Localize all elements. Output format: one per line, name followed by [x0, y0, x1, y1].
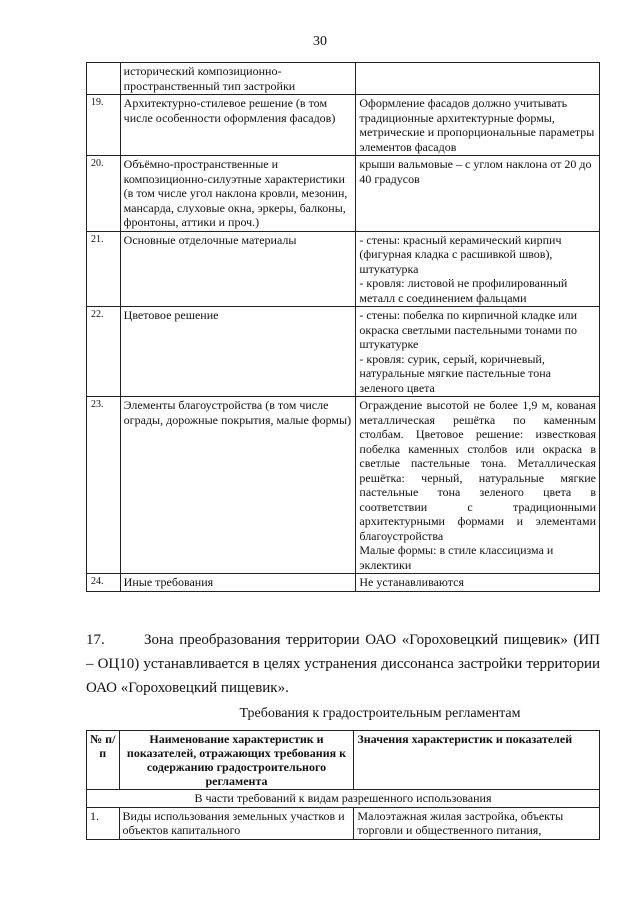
- row-name: Виды использования земельных участков и объектов капитального: [119, 807, 354, 839]
- row-value: [356, 156, 600, 232]
- header-number: № п/п: [87, 731, 120, 790]
- row-number: 23.: [87, 397, 121, 574]
- row-value-line: - кровля: сурик, серый, коричневый, натуральные мягкие пастельные тона зеленого цвета: [359, 351, 551, 395]
- regulations-table-continued: [86, 62, 600, 592]
- table-row: [87, 807, 600, 839]
- row-value: [356, 307, 600, 397]
- row-value-line: Малые формы: в стиле классицизма и эклектики: [359, 543, 554, 572]
- row-name: Архитектурно-стилевое решение (в том числе особенности оформления фасадов): [120, 95, 356, 156]
- table-header-row: [87, 731, 600, 790]
- row-value-line: Не устанавливаются: [359, 575, 464, 589]
- row-value: [356, 574, 600, 592]
- row-number: 21.: [87, 231, 121, 307]
- row-name: Основные отделочные материалы: [120, 231, 356, 307]
- header-characteristic-name: Наименование характеристик и показателей, отражающих требования к содержанию градостроительного регламента: [119, 731, 354, 790]
- row-value: [356, 231, 600, 307]
- row-number: 24.: [87, 574, 121, 592]
- table-row: [87, 231, 600, 307]
- table-row: [87, 397, 600, 574]
- table-row: [87, 574, 600, 592]
- page-number: 30: [313, 34, 327, 49]
- row-name: Цветовое решение: [120, 307, 356, 397]
- row-number: 19.: [87, 95, 121, 156]
- row-value-line: - стены: красный керамический кирпич (фигурная кладка с расшивкой швов), штукатурка: [359, 232, 562, 276]
- row-value-line: крыши вальмовые – с углом наклона от 20 до 40 градусов: [359, 157, 592, 186]
- row-name: исторический композиционно-пространственный тип застройки: [120, 63, 356, 95]
- requirements-heading: Требования к градостроительным регламентам: [239, 706, 521, 721]
- table-row: [87, 63, 600, 95]
- row-value: [356, 397, 600, 574]
- row-number: 1.: [87, 807, 120, 839]
- row-value: [356, 63, 600, 95]
- row-number: 20.: [87, 156, 121, 232]
- row-value-line: Оформление фасадов должно учитывать традиционные архитектурные формы, метрические и пропорциональные параметры элементов фасадов: [359, 96, 595, 154]
- zone-paragraph: [86, 628, 600, 700]
- table-row: [87, 156, 600, 232]
- requirements-table: [86, 730, 600, 840]
- table-row: [87, 307, 600, 397]
- section-row: [87, 790, 600, 808]
- table-row: [87, 95, 600, 156]
- paragraph-text: Зона преобразования территории ОАО «Гороховецкий пищевик» (ИП – ОЦ10) устанавливается в целях устранения диссонанса застройки территории ОАО «Гороховецкий пищевик».: [86, 632, 600, 696]
- paragraph-number: 17.: [86, 632, 105, 648]
- row-name: Иные требования: [120, 574, 356, 592]
- row-value: Малоэтажная жилая застройка, объекты торговли и общественного питания,: [354, 807, 600, 839]
- row-number: [87, 63, 121, 95]
- row-value: [356, 95, 600, 156]
- row-name: Объёмно-пространственные и композиционно-силуэтные характеристики (в том числе угол наклона кровли, мезонин, мансарда, слуховые окна, эркеры, балконы, фронтоны, аттики и проч.): [120, 156, 356, 232]
- row-value-line: - кровля: листовой не профилированный металл с соединением фальцами: [359, 276, 568, 305]
- header-characteristic-value: Значения характеристик и показателей: [354, 731, 600, 790]
- section-title: В части требований к видам разрешенного использования: [87, 790, 600, 808]
- row-name: Элементы благоустройства (в том числе ограды, дорожные покрытия, малые формы): [120, 397, 356, 574]
- row-value-line: Ограждение высотой не более 1,9 м, кованая металлическая решётка по каменным столбам. Цветовое решение: известковая побелка каменных столбов или окраска в светлые пастельные тона. Металлическая решётка: черный, натуральные мягкие пастельные тона зеленого цвета в соответствии с традиционными архитектурными формами и элементами благоустройства: [359, 398, 596, 543]
- row-number: 22.: [87, 307, 121, 397]
- row-value-line: - стены: побелка по кирпичной кладке или окраска светлыми пастельными тонами по штукатурке: [359, 308, 578, 351]
